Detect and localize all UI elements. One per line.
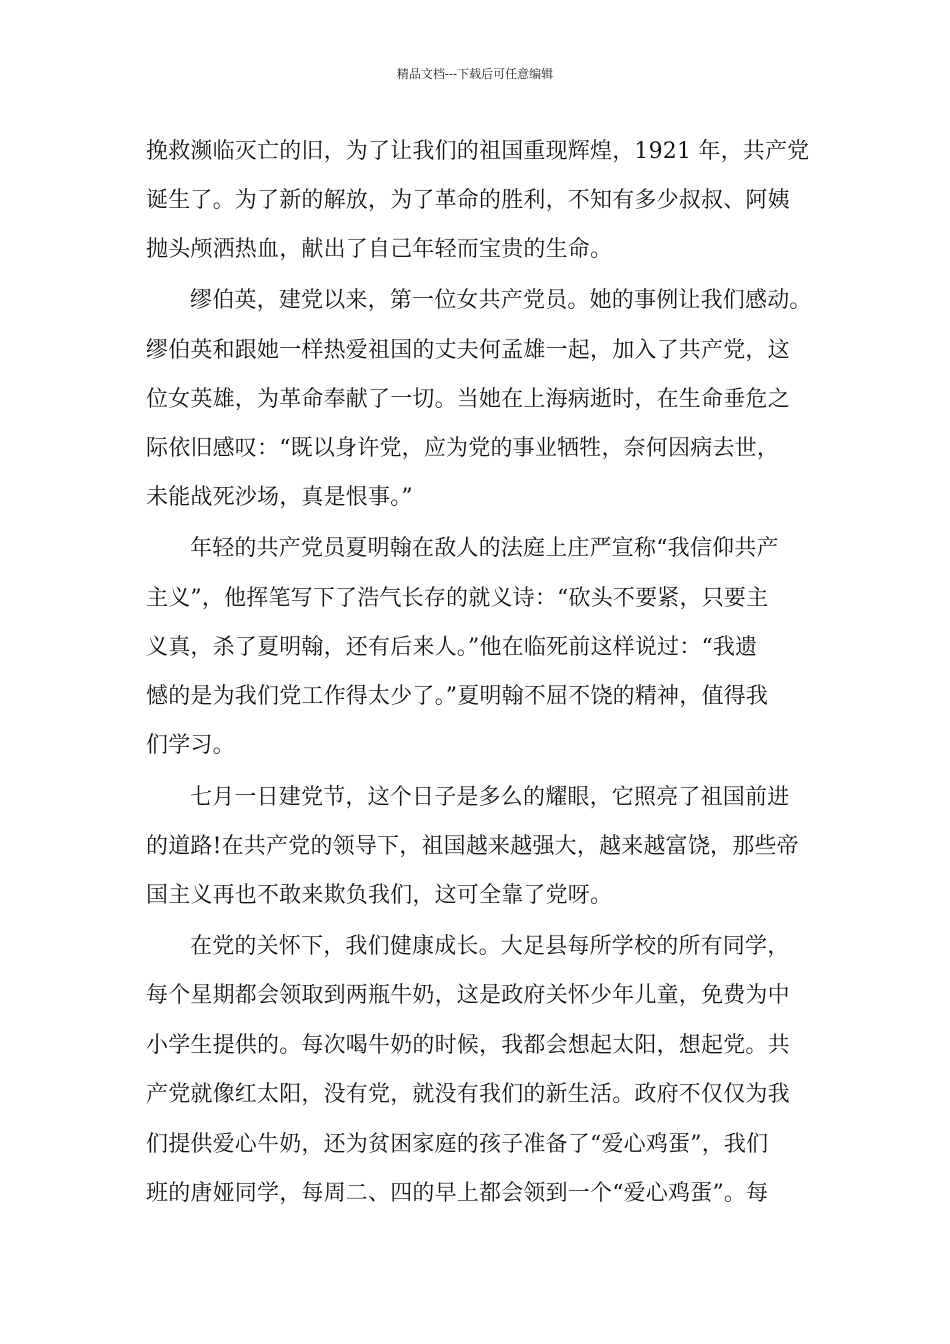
text-line: 们学习。 <box>146 733 235 758</box>
text-line: 位女英雄，为革命奉献了一切。当她在上海病逝时，在生命垂危之 <box>146 387 790 412</box>
text-line: 未能战死沙场，真是恨事。” <box>146 485 413 510</box>
text-line: 七月一日建党节，这个日子是多么的耀眼，它照亮了祖国前进 <box>190 785 790 810</box>
text-line: 班的唐娅同学，每周二、四的早上都会领到一个“爱心鸡蛋”。每 <box>146 1181 769 1206</box>
text-line: 年轻的共产党员夏明翰在敌人的法庭上庄严宣称“我信仰共产 <box>190 536 779 561</box>
page-header: 精品文档---下载后可任意编辑 <box>396 67 554 81</box>
text-line: 缪伯英和跟她一样热爱祖国的丈夫何孟雄一起，加入了共产党，这 <box>146 338 790 363</box>
text-line: 产党就像红太阳，没有党，就没有我们的新生活。政府不仅仅为我 <box>146 1082 790 1107</box>
text-line: 每个星期都会领取到两瓶牛奶，这是政府关怀少年儿童，免费为中 <box>146 983 790 1008</box>
text-line: 缪伯英，建党以来，第一位女共产党员。她的事例让我们感动。 <box>190 288 812 313</box>
text-line: 挽救濒临灭亡的旧，为了让我们的祖国重现辉煌，1921 年，共产党 <box>146 139 810 164</box>
text-line: 们提供爱心牛奶，还为贫困家庭的孩子准备了“爱心鸡蛋”，我们 <box>146 1132 769 1157</box>
text-line: 抛头颅洒热血，献出了自己年轻而宝贵的生命。 <box>146 237 613 262</box>
text-line: 际依旧感叹：“既以身许党，应为党的事业牺牲，奈何因病去世， <box>146 436 780 461</box>
text-line: 憾的是为我们党工作得太少了。”夏明翰不屈不饶的精神，值得我 <box>146 684 769 709</box>
text-line: 的道路!在共产党的领导下，祖国越来越强大，越来越富饶，那些帝 <box>146 834 799 859</box>
text-line: 诞生了。为了新的解放，为了革命的胜利，不知有多少叔叔、阿姨 <box>146 188 790 213</box>
text-line: 国主义再也不敢来欺负我们，这可全靠了党呀。 <box>146 883 613 908</box>
text-line: 义真，杀了夏明翰，还有后来人。”他在临死前这样说过：“我遗 <box>146 635 758 660</box>
text-line: 主义”，他挥笔写下了浩气长存的就义诗：“砍头不要紧，只要主 <box>146 586 769 611</box>
text-line: 小学生提供的。每次喝牛奶的时候，我都会想起太阳，想起党。共 <box>146 1033 790 1058</box>
text-line: 在党的关怀下，我们健康成长。大足县每所学校的所有同学， <box>190 934 790 959</box>
